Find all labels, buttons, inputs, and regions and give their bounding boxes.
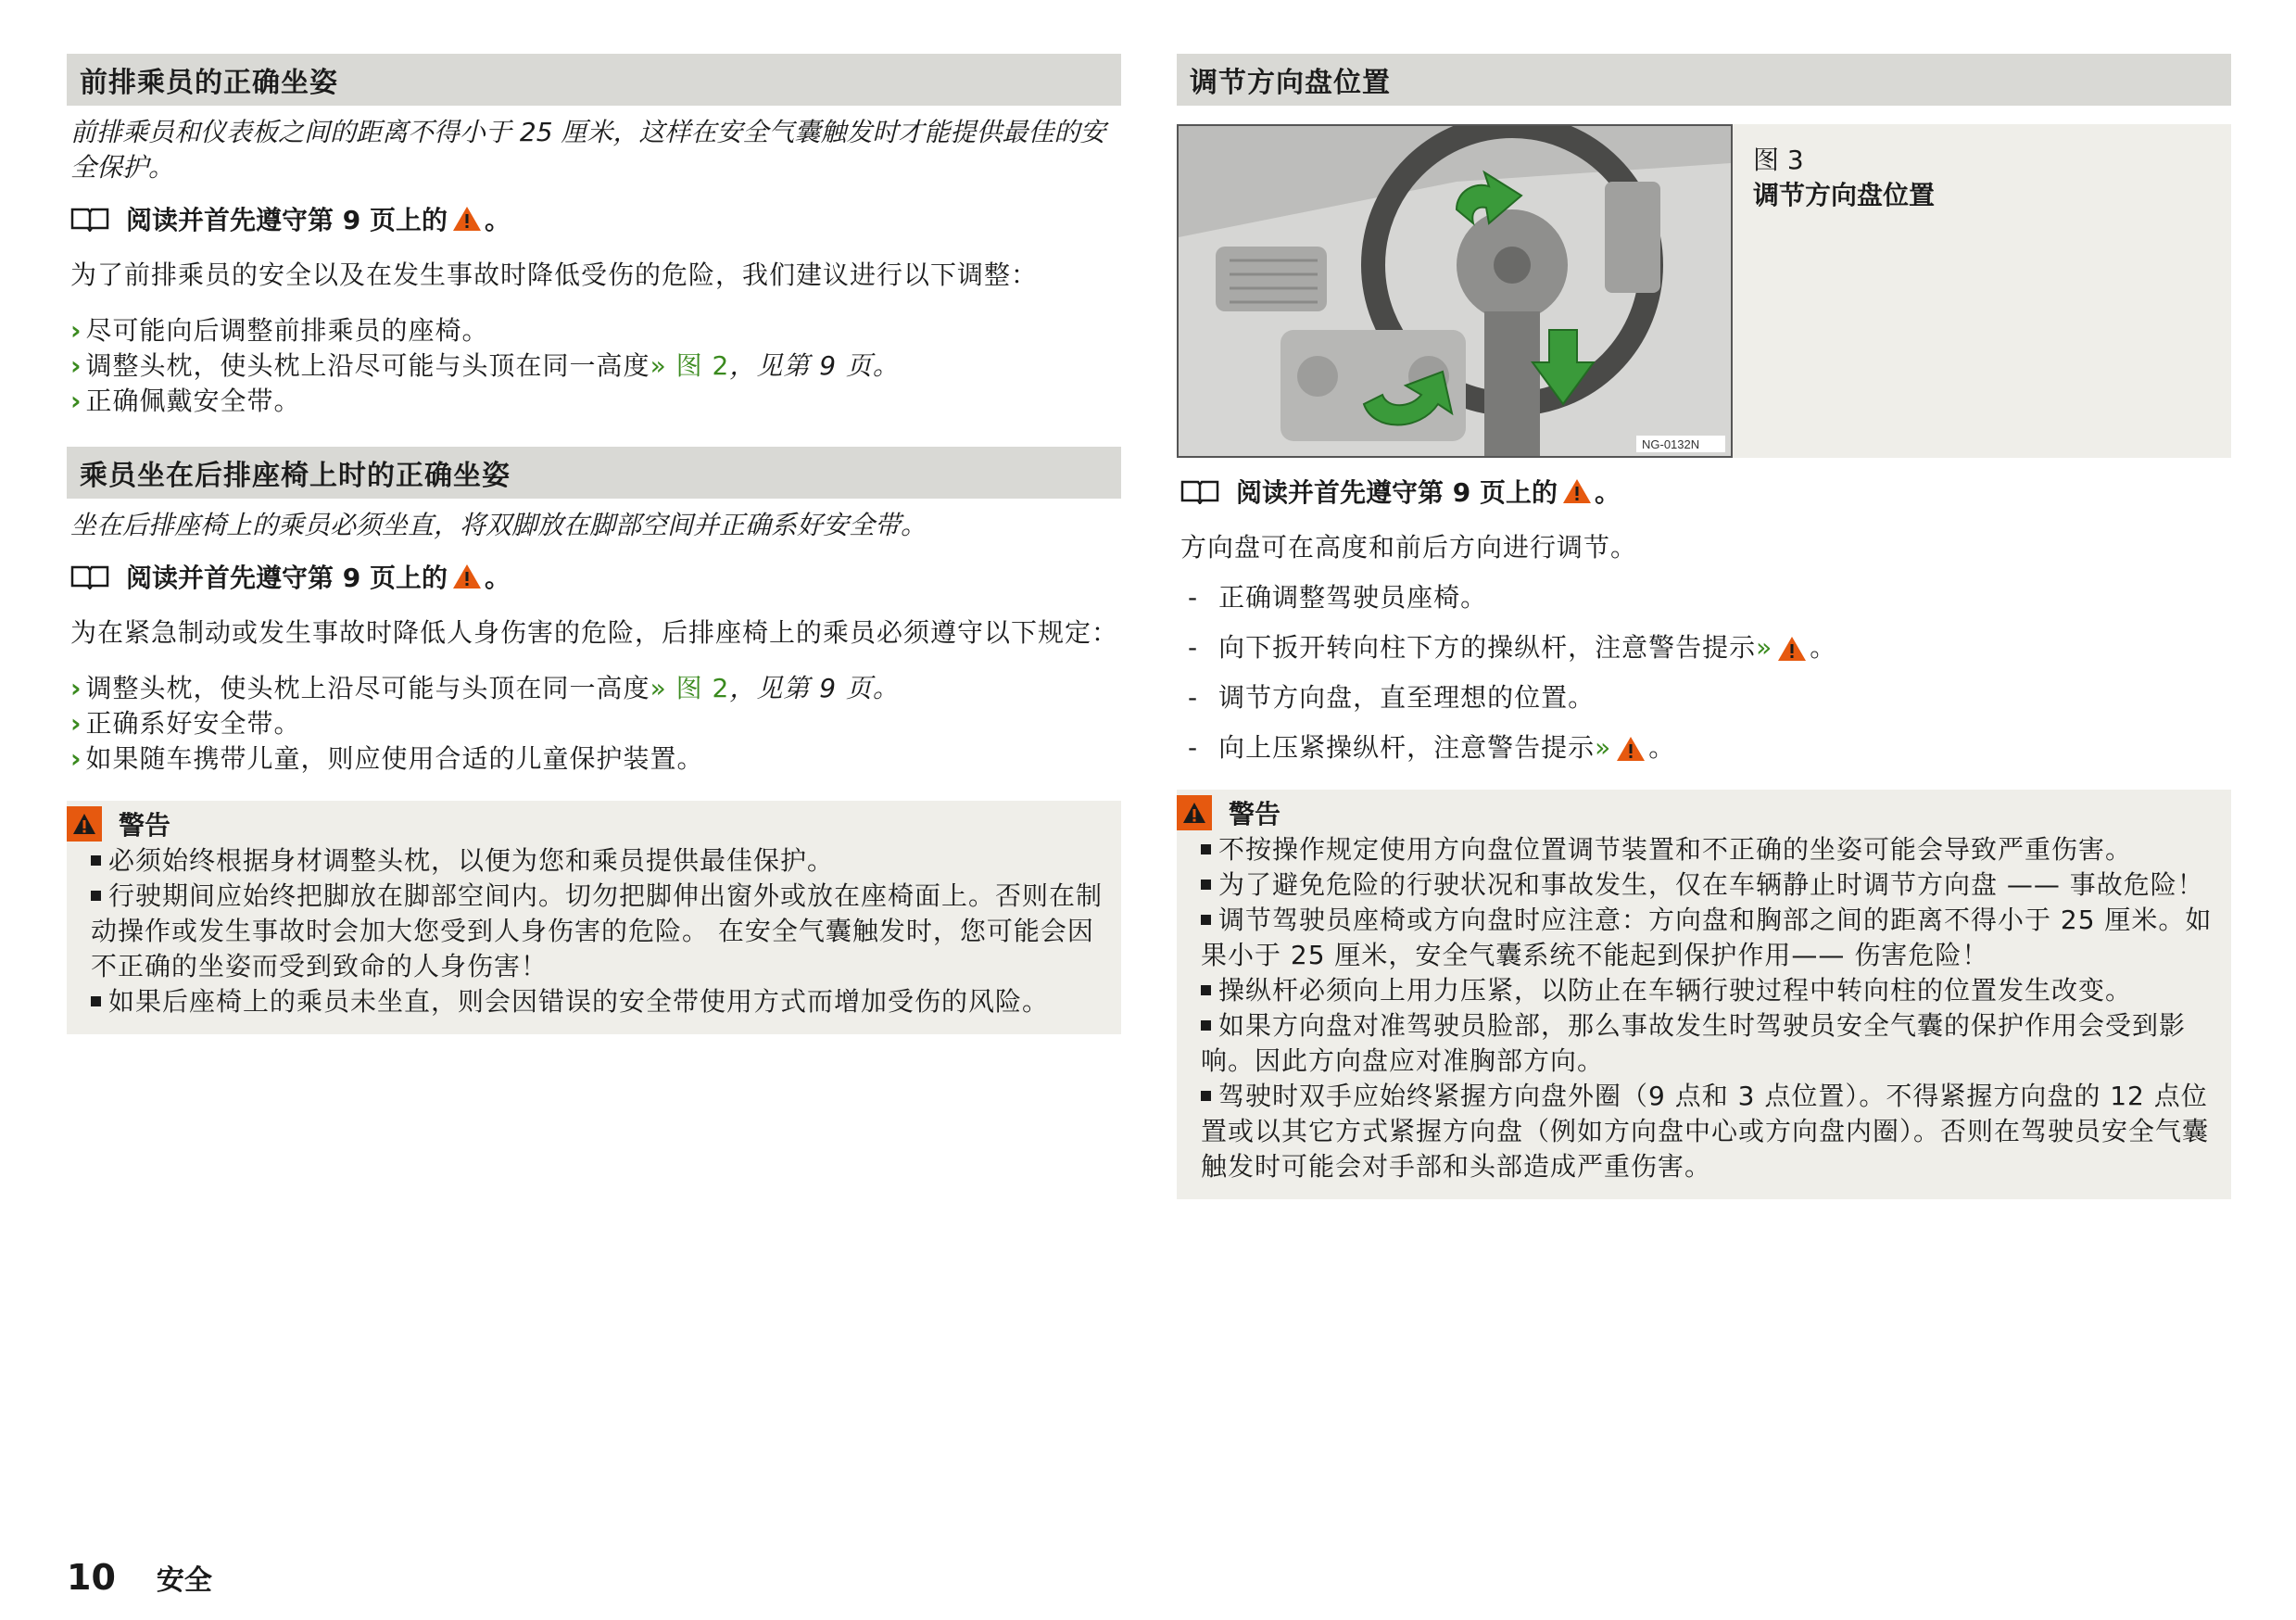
section-heading-front-passenger: 前排乘员的正确坐姿 — [67, 54, 1121, 106]
square-bullet-icon — [1201, 880, 1211, 890]
figure-link[interactable]: » 图 2 — [650, 673, 730, 703]
warning-triangle-icon — [451, 563, 483, 590]
list-item: › 调整头枕，使头枕上沿尽可能与头顶在同一高度» 图 2，见第 9 页。 — [70, 350, 900, 381]
period: 。 — [484, 563, 511, 593]
step-list — [1180, 580, 2231, 766]
warning-triangle-icon — [71, 812, 97, 836]
period: 。 — [1594, 477, 1621, 508]
book-icon — [1180, 478, 1219, 504]
warning-item: 操纵杆必须向上用力压紧，以防止在车辆行驶过程中转向柱的位置发生改变。 — [1177, 973, 2216, 1008]
step-item: - 调节方向盘，直至理想的位置。 — [1188, 682, 1596, 713]
warning-title: 警告 — [1177, 793, 2216, 832]
figure-title: 调节方向盘位置 — [1753, 180, 1936, 210]
read-reference-text: 阅读并首先遵守第 9 页上的 — [1236, 477, 1558, 508]
square-bullet-icon — [91, 996, 101, 1006]
page-number: 10 — [67, 1557, 116, 1598]
section-paragraph: 为在紧急制动或发生事故时降低人身伤害的危险，后排座椅上的乘员必须遵守以下规定： — [70, 617, 1119, 648]
step-item: - 向下扳开转向柱下方的操纵杆，注意警告提示» 。 — [1188, 632, 1837, 663]
square-bullet-icon — [91, 855, 101, 866]
step-item: - 正确调整驾驶员座椅。 — [1188, 582, 1488, 613]
warning-item: 为了避免危险的行驶状况和事故发生，仅在车辆静止时调节方向盘 —— 事故危险！ — [1177, 867, 2216, 903]
warning-item: 行驶期间应始终把脚放在脚部空间内。切勿把脚伸出窗外或放在座椅面上。否则在制动操作或发生事故时会加大您受到人身伤害的危险。 在安全气囊触发时，您可能会因不正确的坐姿而受到致命的人身伤害！ — [91, 880, 1104, 981]
warning-item: 调节驾驶员座椅或方向盘时应注意：方向盘和胸部之间的距离不得小于 25 厘米。如果小于 25 厘米，安全气囊系统不能起到保护作用—— 伤害危险！ — [1201, 905, 2213, 970]
chevron-right-icon: › — [70, 708, 82, 739]
warning-triangle-icon — [1561, 477, 1593, 505]
warning-box — [1177, 790, 2231, 1199]
square-bullet-icon — [1201, 915, 1211, 925]
figure — [1177, 124, 2231, 458]
chapter-title: 安全 — [156, 1564, 212, 1597]
warning-triangle-icon — [451, 205, 483, 233]
warning-item: 不按操作规定使用方向盘位置调节装置和不正确的坐姿可能会导致严重伤害。 — [1177, 832, 2216, 867]
square-bullet-icon — [91, 891, 101, 901]
read-reference-text: 阅读并首先遵守第 9 页上的 — [126, 205, 448, 235]
warning-triangle-icon — [1615, 735, 1646, 763]
figure-link[interactable]: » 图 2 — [650, 350, 730, 381]
square-bullet-icon — [1201, 985, 1211, 995]
warning-item: 必须始终根据身材调整头枕，以便为您和乘员提供最佳保护。 — [67, 843, 1106, 879]
bullet-list — [70, 671, 1121, 777]
read-reference-text: 阅读并首先遵守第 9 页上的 — [126, 563, 448, 593]
right-column — [1177, 54, 2231, 1199]
warning-link[interactable]: » — [1756, 632, 1773, 663]
period: 。 — [484, 205, 511, 235]
figure-caption — [1733, 124, 1935, 458]
list-item: › 尽可能向后调整前排乘员的座椅。 — [70, 315, 489, 346]
bullet-list — [70, 313, 1121, 419]
list-item: › 正确佩戴安全带。 — [70, 386, 301, 416]
chevron-right-icon: › — [70, 386, 82, 416]
warning-item: 如果后座椅上的乘员未坐直，则会因错误的安全带使用方式而增加受伤的风险。 — [67, 984, 1106, 1019]
section-intro: 坐在后排座椅上的乘员必须坐直，将双脚放在脚部空间并正确系好安全带。 — [70, 510, 927, 540]
section-heading-rear-passenger: 乘员坐在后排座椅上时的正确坐姿 — [67, 447, 1121, 499]
section-paragraph: 为了前排乘员的安全以及在发生事故时降低受伤的危险，我们建议进行以下调整： — [70, 259, 1039, 290]
warning-title: 警告 — [67, 804, 1106, 843]
book-icon — [70, 206, 109, 232]
warning-box — [67, 801, 1121, 1034]
section-paragraph: 方向盘可在高度和前后方向进行调节。 — [1180, 532, 1638, 563]
figure-code: NG-0132N — [1642, 437, 1700, 451]
warning-triangle-icon — [1776, 635, 1808, 663]
square-bullet-icon — [1201, 844, 1211, 854]
step-item: - 向上压紧操纵杆，注意警告提示» 。 — [1188, 732, 1676, 763]
square-bullet-icon — [1201, 1020, 1211, 1031]
read-reference[interactable] — [70, 200, 1121, 237]
list-item: › 如果随车携带儿童，则应使用合适的儿童保护装置。 — [70, 743, 704, 774]
book-icon — [70, 563, 109, 589]
section-heading-steering-wheel: 调节方向盘位置 — [1177, 54, 2231, 106]
square-bullet-icon — [1201, 1091, 1211, 1101]
steering-wheel-illustration — [1177, 124, 1733, 458]
chevron-right-icon: › — [70, 743, 82, 774]
figure-label: 图 3 — [1753, 145, 1804, 175]
left-column — [67, 54, 1121, 1034]
section-intro: 前排乘员和仪表板之间的距离不得小于 25 厘米，这样在安全气囊触发时才能提供最佳的安全保护。 — [70, 117, 1106, 183]
list-item: › 调整头枕，使头枕上沿尽可能与头顶在同一高度» 图 2，见第 9 页。 — [70, 673, 900, 703]
warning-triangle-icon — [1181, 801, 1207, 825]
read-reference[interactable] — [70, 558, 1121, 595]
warning-link[interactable]: » — [1595, 732, 1612, 763]
chevron-right-icon: › — [70, 350, 82, 381]
page-footer — [67, 1557, 212, 1598]
list-item: › 正确系好安全带。 — [70, 708, 301, 739]
chevron-right-icon: › — [70, 315, 82, 346]
warning-item: 驾驶时双手应始终紧握方向盘外圈（9 点和 3 点位置）。不得紧握方向盘的 12 点位置或以其它方式紧握方向盘（例如方向盘中心或方向盘内圈）。否则在驾驶员安全气囊触发时可能会对手部和头部造成严重伤害。 — [1201, 1081, 2210, 1182]
chevron-right-icon: › — [70, 673, 82, 703]
warning-badge — [67, 806, 102, 842]
warning-item: 如果方向盘对准驾驶员脸部，那么事故发生时驾驶员安全气囊的保护作用会受到影响。因此方向盘应对准胸部方向。 — [1201, 1010, 2187, 1076]
read-reference[interactable] — [1180, 473, 2231, 510]
warning-badge — [1177, 795, 1212, 830]
